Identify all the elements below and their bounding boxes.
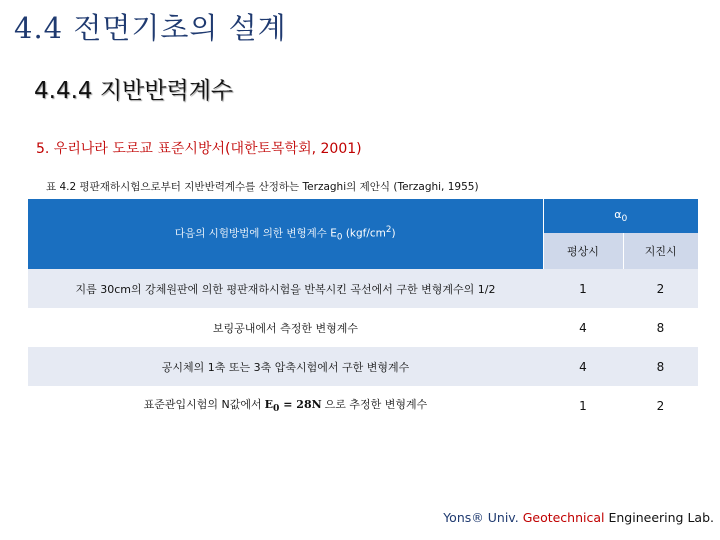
formula-rhs: = 28N [279,398,322,412]
formula-symbol: E [264,398,274,412]
header-test-method-superscript: 2 [385,225,392,236]
table-row [28,308,698,347]
header-test-method [28,199,543,269]
normal-value-cell: 4 [543,347,623,386]
section-heading: 5. 우리나라 도로교 표준시방서(대한토목학회, 2001) [36,141,362,157]
normal-value-cell: 1 [543,386,623,425]
page-subtitle: 4.4.4 지반반력계수 [34,78,234,104]
table-row [28,386,698,425]
table-row [28,347,698,386]
footer-lab-name [443,510,714,525]
header-test-method-label: 다음의 시험방법에 의한 변형계수 E [174,227,337,240]
method-prefix: 표준관입시험의 N값에서 [143,398,262,412]
method-cell: 보링공내에서 측정한 변형계수 [28,308,543,347]
header-normal: 평상시 [543,233,623,269]
header-earthquake: 지진시 [623,233,698,269]
header-test-method-close: ) [391,227,396,240]
earthquake-value-cell: 8 [623,347,698,386]
earthquake-value-cell: 2 [623,269,698,308]
coefficient-table [28,199,698,425]
normal-value-cell: 1 [543,269,623,308]
method-cell: 공시체의 1축 또는 3축 압축시험에서 구한 변형계수 [28,347,543,386]
method-suffix: 으로 추정한 변형계수 [324,398,428,412]
header-test-method-subscript: 0 [336,232,343,243]
method-cell: 지름 30cm의 강체원판에 의한 평판재하시험을 반복시킨 곡선에서 구한 변형계수의 1/2 [28,269,543,308]
footer-lab: Engineering Lab. [608,510,714,525]
header-alpha-subscript: 0 [621,213,628,225]
table-caption: 표 4.2 평판재하시험으로부터 지반반력계수를 산정하는 Terzaghi의 제안식 (Terzaghi, 1955) [46,181,479,193]
footer-geotechnical: Geotechnical [522,510,605,525]
page-title: 4.4 전면기초의 설계 [14,11,287,45]
header-alpha-symbol: α [614,207,622,221]
header-alpha [543,199,698,233]
earthquake-value-cell: 2 [623,386,698,425]
normal-value-cell: 4 [543,308,623,347]
header-test-method-unit: (kgf/cm [342,227,386,240]
formula-subscript: 0 [273,403,280,415]
table-row [28,269,698,308]
method-cell [28,386,543,425]
formula [264,398,322,415]
registered-icon: ® [471,510,484,525]
footer-brand: Yons [443,510,472,525]
earthquake-value-cell: 8 [623,308,698,347]
footer-univ: Univ. [487,510,519,525]
